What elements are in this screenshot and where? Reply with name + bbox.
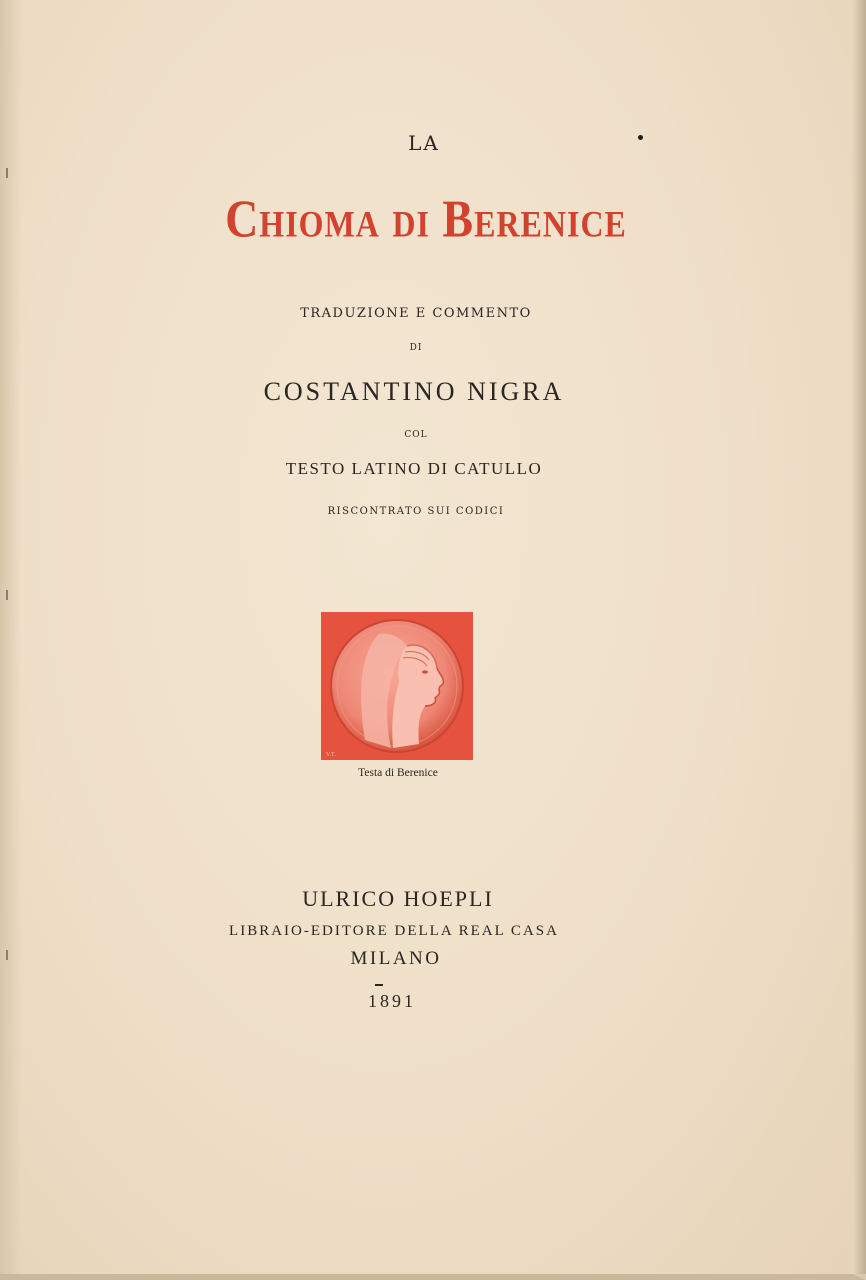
- berenice-medallion-image: [321, 612, 473, 760]
- binding-stitch: [6, 590, 8, 600]
- publication-city: MILANO: [350, 948, 442, 969]
- publisher-role: LIBRAIO-EDITORE DELLA REAL CASA: [229, 923, 559, 939]
- page-edge: [852, 0, 866, 1274]
- collation-line: RISCONTRATO SUI CODICI: [327, 506, 505, 517]
- publication-year: 1891: [368, 991, 416, 1011]
- binding-stitch: [6, 168, 8, 178]
- engraver-monogram: V.T.: [326, 752, 336, 758]
- subtitle: TRADUZIONE E COMMENTO: [300, 306, 532, 321]
- latin-text-line: TESTO LATINO DI CATULLO: [285, 459, 543, 478]
- separator-dash: [375, 984, 383, 986]
- coin-head-icon: [321, 612, 473, 760]
- with-line: COL: [404, 430, 428, 440]
- title-article: LA: [408, 131, 440, 155]
- book-title: Chioma di Berenice: [225, 189, 627, 248]
- by-line: DI: [409, 343, 423, 353]
- illustration-caption: Testa di Berenice: [358, 767, 438, 779]
- author-name: COSTANTINO NIGRA: [263, 377, 565, 406]
- publisher-name: ULRICO HOEPLI: [302, 886, 494, 911]
